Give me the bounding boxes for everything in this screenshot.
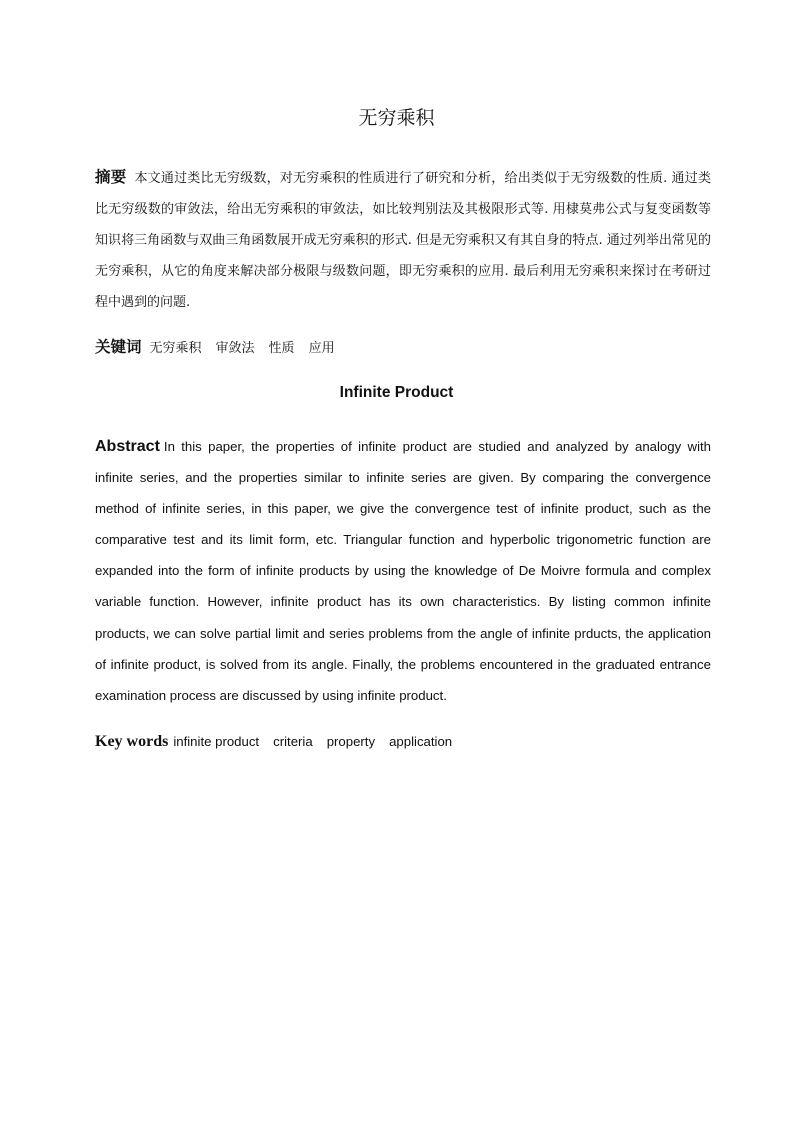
english-abstract-text: In this paper, the properties of infinite product are studied and analyzed by analogy with infinite series, and the properties similar to infinite series are given. By comparing the convergence method of infinite series, in this paper, we give the convergence test of infinite product, such as the comparative test and its limit form, etc. Triangular function and hyperbolic trigonometric function are expanded into the form of infinite products by using the knowledge of De Moivre formula and complex variable function. However, infinite product has its own characteristics. By listing common infinite products, we can solve partial limit and series problems from the angle of infinite prducts, the application of infinite product, is solved from its angle. Finally, the problems encountered in the graduated entrance examination process are discussed by using infinite product. — [95, 439, 711, 703]
english-keywords-label: Key words — [95, 733, 169, 750]
chinese-abstract-label: 摘要 — [95, 168, 127, 186]
chinese-abstract-text: 本文通过类比无穷级数，对无穷乘积的性质进行了研究和分析，给出类似于无穷级数的性质. 通过类比无穷级数的审敛法，给出无穷乘积的审敛法，如比较判别法及其极限形式等. 用棣莫弗公式与复变函数等知识将三角函数与双曲三角函数展开成无穷乘积的形式. 但是无穷乘积又有其自身的特点. 通过列举出常见的无穷乘积，从它的角度来解决部分极限与级数问题，即无穷乘积的应用. 最后利用无穷乘积来探讨在考研过程中遇到的问题. — [95, 171, 711, 310]
english-keyword: application — [389, 734, 453, 749]
english-abstract — [95, 431, 711, 711]
chinese-keyword: 无穷乘积 — [149, 341, 202, 356]
english-keyword: criteria — [273, 734, 313, 749]
english-abstract-label: Abstract — [95, 438, 160, 455]
chinese-keywords-label: 关键词 — [95, 338, 142, 356]
chinese-keyword: 应用 — [308, 341, 335, 356]
english-keyword: infinite product — [173, 734, 260, 749]
chinese-keyword: 性质 — [268, 341, 295, 356]
english-title: Infinite Product — [339, 384, 454, 401]
chinese-keyword: 审敛法 — [215, 341, 255, 356]
english-keywords — [95, 729, 711, 755]
chinese-abstract — [95, 162, 711, 318]
chinese-title: 无穷乘积 — [358, 107, 435, 129]
chinese-keywords — [95, 333, 711, 363]
english-keyword: property — [326, 734, 376, 749]
